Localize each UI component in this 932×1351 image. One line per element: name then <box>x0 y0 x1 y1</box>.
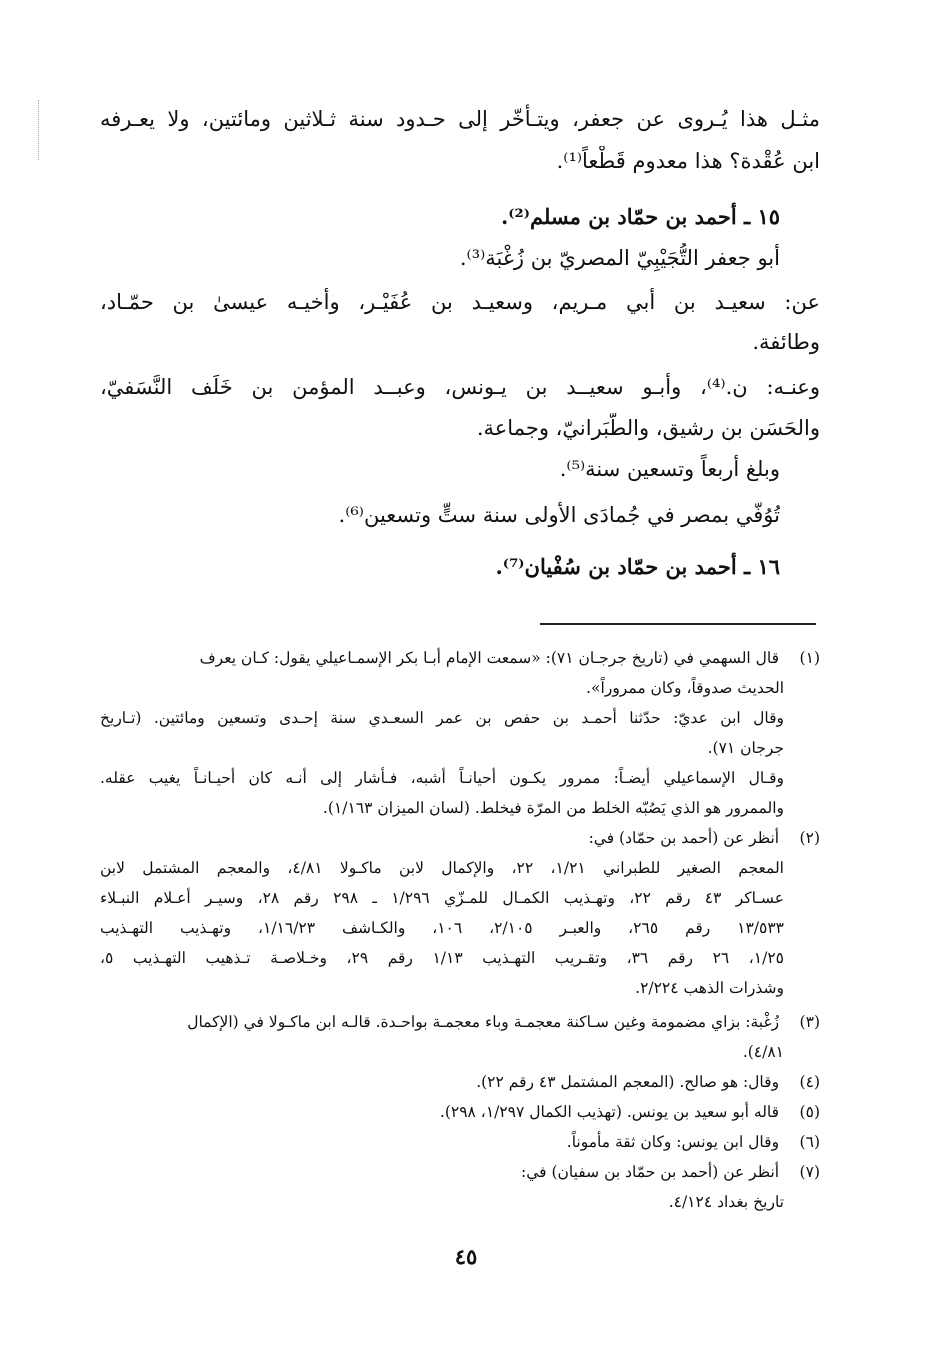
footnote-6 <box>100 1130 820 1156</box>
footnote-text: قال السهمي في (تاريخ جرجـان ٧١): «سمعت الإمام أبـا بكر الإسمـاعيلي يقول: كـان يعرف <box>199 649 780 667</box>
entry-15-teachers-cont: وطائفة. <box>752 330 820 354</box>
footnote-2 <box>100 826 820 852</box>
footnote-line: الحديث صدوقاً، وكان ممروراً». <box>586 679 784 697</box>
footnote-number: (٤) <box>799 1073 820 1091</box>
footnote-5 <box>100 1100 820 1126</box>
footnote-line: ٤/٨١). <box>742 1043 784 1061</box>
footnote-line: والممرور هو الذي يَصُبّه الخلط من المرّة فيخلط. (لسان الميزان ١/١٦٣). <box>322 799 784 817</box>
footnote-number: (٦) <box>799 1133 820 1151</box>
entry-15-heading: ١٥ ـ أحمد بن حمّاد بن مسلم⁽²⁾. <box>500 204 780 229</box>
footnote-line: عسـاكر ٤٣ رقم ٢٢، وتهـذيب الكمـال للمـزّي ١/٢٩٦ ـ ٢٩٨ رقم ٢٨، وسيـر أعـلام النبـلاء <box>100 889 784 907</box>
entry-15-kunya: أبو جعفر التُّجَيْبِيّ المصريّ بن زُغْبَة⁽³⁾. <box>459 246 780 270</box>
body-line: مثـل هذا يُـروى عن جعفر، ويتـأخّر إلى حـدود سنة ثـلاثين ومائتين، ولا يعـرفه <box>100 107 820 131</box>
page-number: ٤٥ <box>454 1244 478 1269</box>
footnote-number: (٥) <box>799 1103 820 1121</box>
footnote-text: أنظر عن (أحمد بن حمّاد بن سفيان) في: <box>521 1163 780 1181</box>
footnote-line: وقـال الإسماعيلي أيضـاً: ممرور يكـون أحيانـاً أشبه، فـأشار إلى أنـه كان أحيـانـاً يغيب عقله. <box>100 769 784 787</box>
footnote-4 <box>100 1070 820 1096</box>
scan-margin-marks <box>38 100 43 160</box>
footnote-line: تاريخ بغداد ٤/١٢٤. <box>668 1193 784 1211</box>
footnote-3 <box>100 1010 820 1036</box>
footnote-line: وقال ابن عديّ: حدّثنا أحمـد بن حفص بن عمر السعـدي سنة إحـدى وتسعين ومائتين. (تـاريخ <box>100 709 784 727</box>
footnote-1 <box>100 646 820 672</box>
footnote-text: أنظر عن (أحمد بن حمّاد) في: <box>588 829 780 847</box>
footnote-text: قاله أبو سعيد بن يونس. (تهذيب الكمال ١/٢٩٧، ٢٩٨). <box>439 1103 780 1121</box>
footnote-line: المعجم الصغير للطبراني ١/٢١، ٢٢، والإكمال لابن ماكـولا ٤/٨١، والمعجم المشتمل لابن <box>100 859 784 877</box>
footnote-line: جرجان ٧١). <box>707 739 784 757</box>
body-line: ابن عُقْدة؟ هذا معدوم قَطْعاً⁽¹⁾. <box>556 149 820 173</box>
entry-15-age: وبلغ أربعاً وتسعين سنة⁽⁵⁾. <box>559 457 780 481</box>
footnote-line: ١٣/٥٣٣ رقم ٢٦٥، والعبـر ٢/١٠٥، ١٠٦، والكـاشف ١/١٦/٢٣، وتهـذيب التهـذيب <box>100 919 784 937</box>
entry-15-students: وعنـه: ن.⁽⁴⁾، وأبـو سعيــد بن يـونس، وعبــد المؤمن بن خَلَف النَّسَفيّ، <box>100 375 820 399</box>
entry-16-heading: ١٦ ـ أحمد بن حمّاد بن سُفْيان⁽⁷⁾. <box>495 554 780 579</box>
footnote-text: وقال ابن يونس: وكان ثقة مأموناً. <box>566 1133 780 1151</box>
footnote-number: (٢) <box>799 829 820 847</box>
entry-15-teachers: عن: سعيـد بن أبي مـريم، وسعيـد بن عُفَيْـر، وأخيـه عيسىٰ بن حمّـاد، <box>100 290 820 314</box>
footnote-line: وشذرات الذهب ٢/٢٢٤. <box>635 979 784 997</box>
entry-15-death: تُوُفّي بمصر في جُمادَى الأولى سنة ستٍّ وتسعين⁽⁶⁾. <box>338 503 780 527</box>
footnote-7 <box>100 1160 820 1186</box>
footnote-separator <box>540 623 816 625</box>
footnote-text: زُغْبة: بزاي مضمومة وغين سـاكنة معجمـة وباء معجمـة بواحـدة. قالـه ابن ماكـولا في (الإكمال <box>187 1013 780 1031</box>
entry-15-students-cont: والحَسَن بن رشيق، والطَّبَرانيّ، وجماعة. <box>476 416 820 440</box>
footnote-number: (٧) <box>799 1163 820 1181</box>
footnote-number: (٣) <box>799 1013 820 1031</box>
footnote-text: وقال: هو صالح. (المعجم المشتمل ٤٣ رقم ٢٢). <box>476 1073 780 1091</box>
footnote-line: ١/٢٥، ٢٦ رقم ٣٦، وتقـريب التهـذيب ١/١٣ رقم ٢٩، وخـلاصـة تـذهيب التهـذيب ٥، <box>100 949 784 967</box>
footnote-number: (١) <box>799 649 820 667</box>
